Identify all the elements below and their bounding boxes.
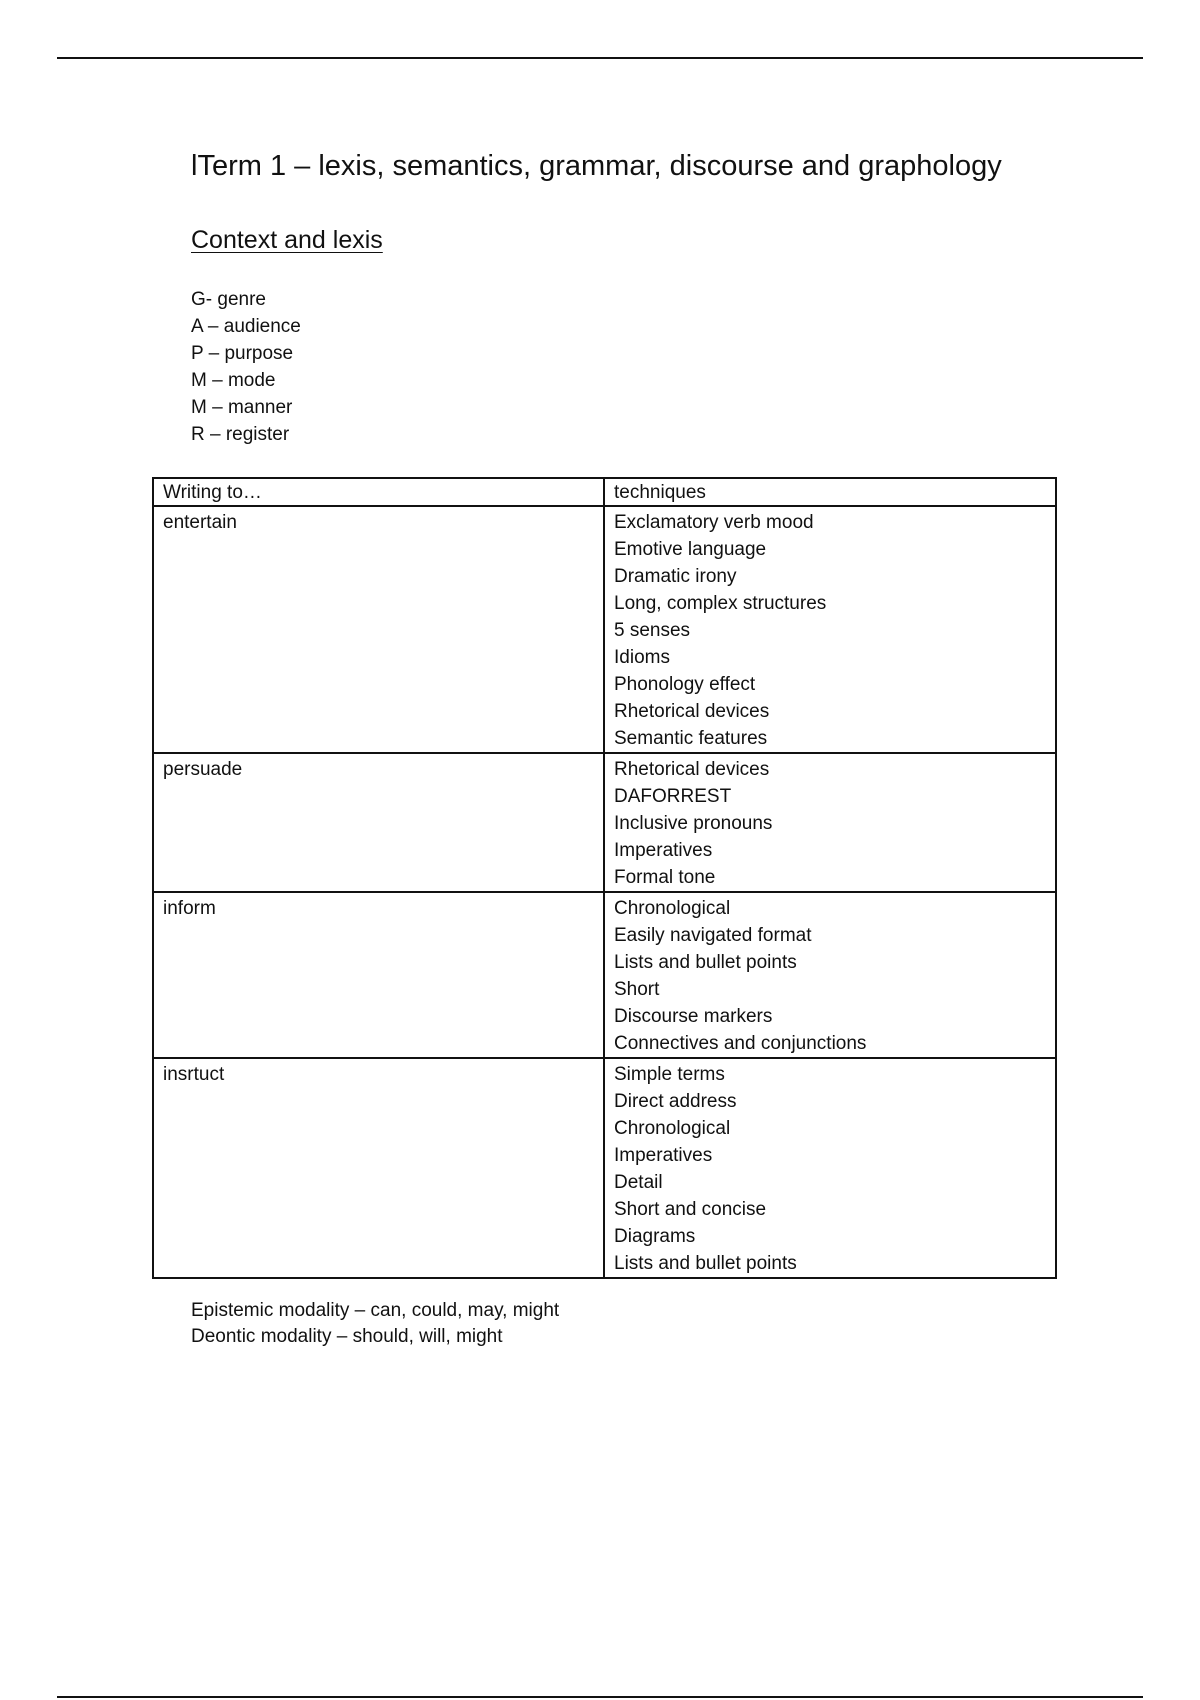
technique-item: Long, complex structures bbox=[614, 593, 827, 614]
technique-item: Direct address bbox=[614, 1091, 737, 1112]
technique-item: Rhetorical devices bbox=[614, 759, 770, 780]
techniques-cell bbox=[604, 892, 1056, 1058]
list-item-genre: G- genre bbox=[191, 289, 266, 310]
list-item-mode: M – mode bbox=[191, 370, 276, 391]
technique-item: Exclamatory verb mood bbox=[614, 512, 814, 533]
header-rule bbox=[57, 57, 1143, 59]
modality-notes bbox=[191, 1298, 559, 1350]
technique-item: Imperatives bbox=[614, 1145, 713, 1166]
technique-item: Connectives and conjunctions bbox=[614, 1033, 867, 1054]
technique-item: Detail bbox=[614, 1172, 663, 1193]
technique-item: Inclusive pronouns bbox=[614, 813, 773, 834]
technique-item: Simple terms bbox=[614, 1064, 725, 1085]
technique-item: 5 senses bbox=[614, 620, 691, 641]
list-item-audience: A – audience bbox=[191, 316, 301, 337]
technique-item: Short and concise bbox=[614, 1199, 767, 1220]
technique-item: Rhetorical devices bbox=[614, 701, 770, 722]
table-header-row bbox=[153, 478, 1056, 506]
epistemic-modality-note: Epistemic modality – can, could, may, might bbox=[191, 1300, 560, 1321]
technique-item: Dramatic irony bbox=[614, 566, 737, 587]
technique-item: Lists and bullet points bbox=[614, 952, 797, 973]
table-row bbox=[153, 1058, 1056, 1278]
deontic-modality-note: Deontic modality – should, will, might bbox=[191, 1326, 503, 1347]
section-heading-context-and-lexis: Context and lexis bbox=[191, 226, 383, 254]
technique-item: Short bbox=[614, 979, 660, 1000]
list-item-register: R – register bbox=[191, 424, 290, 445]
techniques-cell bbox=[604, 506, 1056, 753]
technique-item: Semantic features bbox=[614, 728, 768, 749]
techniques-cell bbox=[604, 753, 1056, 892]
techniques-cell bbox=[604, 1058, 1056, 1278]
writing-purpose-cell: persuade bbox=[153, 753, 604, 892]
technique-item: Imperatives bbox=[614, 840, 713, 861]
table-row bbox=[153, 506, 1056, 753]
technique-item: Idioms bbox=[614, 647, 670, 668]
column-header-techniques: techniques bbox=[604, 478, 1056, 506]
technique-item: Chronological bbox=[614, 1118, 731, 1139]
technique-item: Diagrams bbox=[614, 1226, 696, 1247]
writing-purpose-cell: entertain bbox=[153, 506, 604, 753]
page-title: lTerm 1 – lexis, semantics, grammar, discourse and graphology bbox=[191, 150, 1002, 182]
writing-purpose-cell: inform bbox=[153, 892, 604, 1058]
technique-item: Lists and bullet points bbox=[614, 1253, 797, 1274]
technique-item: Discourse markers bbox=[614, 1006, 773, 1027]
footer-rule bbox=[57, 1696, 1143, 1698]
technique-item: Formal tone bbox=[614, 867, 716, 888]
table-row bbox=[153, 753, 1056, 892]
writing-purpose-cell: insrtuct bbox=[153, 1058, 604, 1278]
technique-item: Chronological bbox=[614, 898, 731, 919]
technique-item: DAFORREST bbox=[614, 786, 732, 807]
list-item-purpose: P – purpose bbox=[191, 343, 294, 364]
gapmmr-list bbox=[191, 286, 301, 448]
writing-techniques-table bbox=[152, 477, 1057, 1279]
table-row bbox=[153, 892, 1056, 1058]
technique-item: Emotive language bbox=[614, 539, 767, 560]
table-body bbox=[153, 506, 1056, 1278]
list-item-manner: M – manner bbox=[191, 397, 293, 418]
technique-item: Easily navigated format bbox=[614, 925, 812, 946]
technique-item: Phonology effect bbox=[614, 674, 756, 695]
column-header-writing-to: Writing to… bbox=[153, 478, 604, 506]
